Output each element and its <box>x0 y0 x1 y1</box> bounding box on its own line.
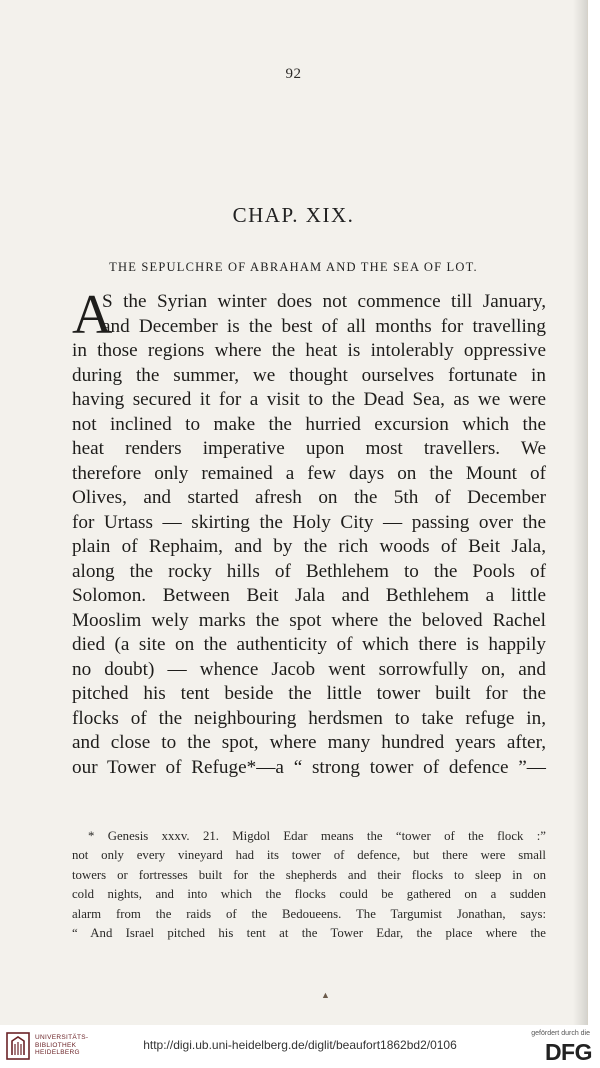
permalink-url[interactable]: http://digi.ub.uni-heidelberg.de/diglit/beaufort1862bd2/0106 <box>143 1038 457 1052</box>
text-line: flocks of the neighbouring herdsmen to take refuge in, <box>72 707 546 729</box>
text-line: in those regions where the heat is intolerably oppressive <box>72 340 546 361</box>
chapter-heading: CHAP. XIX. <box>232 203 355 227</box>
page-number: 92 <box>285 66 302 82</box>
text-line: Olives, and started afresh on the 5th of December <box>72 487 546 508</box>
dropcap-paragraph-start <box>72 284 546 346</box>
university-library-name[interactable]: UNIVERSITÄTS- BIBLIOTHEK HEIDELBERG <box>35 1034 89 1057</box>
dfg-logo[interactable]: DFG <box>544 1039 592 1065</box>
text-line: no doubt) — whence Jacob went sorrowfully on, and <box>72 658 546 680</box>
text-line: therefore only remained a few days on the Mount of <box>72 462 546 484</box>
text-line: not inclined to make the hurried excursion which the <box>72 413 546 435</box>
signature-mark: ▲ <box>321 990 330 1000</box>
text-line: during the summer, we thought ourselves fortunate in <box>72 364 546 386</box>
text-line: and December is the best of all months for travelling <box>102 315 546 337</box>
funded-by-label: gefördert durch die <box>531 1030 590 1037</box>
text-line: for Urtass — skirting the Holy City — passing over the <box>72 511 546 533</box>
chapter-title: THE SEPULCHRE OF ABRAHAM AND THE SEA OF LOT. <box>109 260 478 274</box>
text-line: S the Syrian winter does not commence till January, <box>102 291 546 312</box>
text-line: died (a site on the authenticity of which there is happily <box>72 634 546 655</box>
footnote-line: “ And Israel pitched his tent at the Tower Edar, the place where the <box>72 925 546 940</box>
footnote-line: alarm from the raids of the Bedoueens. The Targumist Jonathan, says: <box>72 906 546 921</box>
footnote <box>72 827 546 943</box>
page-edge-shadow <box>573 0 587 1025</box>
text-line: heat renders imperative upon most travellers. We <box>72 438 546 459</box>
text-line: Solomon. Between Beit Jala and Bethlehem a little <box>72 585 546 606</box>
text-line: along the rocky hills of Bethlehem to the Pools of <box>72 560 546 582</box>
text-line: our Tower of Refuge*—a “ strong tower of defence ”— <box>72 756 546 778</box>
text-line: Mooslim wely marks the spot where the beloved Rachel <box>72 609 546 631</box>
text-line: and close to the spot, where many hundred years after, <box>72 732 546 753</box>
text-line: having secured it for a visit to the Dead Sea, as we were <box>72 389 546 410</box>
footnote-line: * Genesis xxxv. 21. Migdol Edar means the “tower of the flock :” <box>88 829 546 843</box>
text-line: pitched his tent beside the little tower built for the <box>72 683 546 704</box>
body-text <box>72 284 546 780</box>
footnote-line: towers or fortresses built for the shepherds and their flocks to sleep in on <box>72 867 546 882</box>
footnote-line: not only every vineyard had its tower of defence, but there were small <box>72 848 546 863</box>
footnote-line: cold nights, and into which the flocks could be gathered on a sudden <box>72 887 546 902</box>
text-line: plain of Rephaim, and by the rich woods of Beit Jala, <box>72 536 546 557</box>
drop-cap: A <box>72 284 113 346</box>
